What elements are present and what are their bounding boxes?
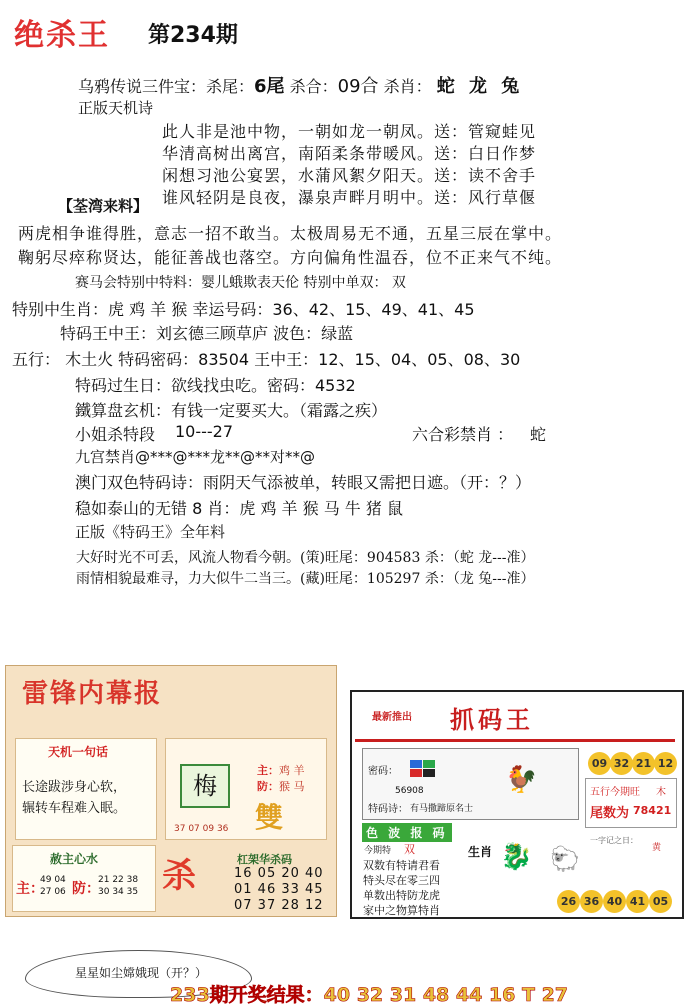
issue-number: 第234期	[148, 23, 238, 48]
tema-value: 有马撒蹄原名士	[410, 804, 474, 814]
bottom-ball-5: 05	[649, 890, 672, 913]
xinshui-row-3: 07 37 28 12	[234, 898, 324, 913]
bottom-nums-4: 30 34 35	[98, 887, 139, 897]
yiju-label: 一字记之日：	[590, 836, 638, 845]
verse-line-3: 单数出特防龙虎	[363, 889, 440, 902]
tianji-label: 天机一句话	[48, 745, 109, 759]
poem-line-4: 谁风轻阴是良夜，瀑泉声畔月明中。送：风行草偃	[162, 188, 537, 207]
jinqi-label: 今期特	[364, 846, 392, 856]
mima-label: 密码：	[368, 766, 398, 777]
brand-title: 绝杀王	[14, 18, 110, 53]
bottom-ball-3: 40	[603, 890, 626, 913]
shuang-char: 雙	[255, 801, 284, 834]
tiesuan-line: 鐵算盘玄机：有钱一定要买大。（霜露之疾）	[75, 401, 388, 420]
yiju-value: 黄	[652, 843, 662, 853]
bottom-ball-4: 41	[626, 890, 649, 913]
zhuamawang-title: 抓码王	[450, 705, 534, 734]
top-ball-2: 32	[610, 752, 633, 775]
bottom-ball-1: 26	[557, 890, 580, 913]
top-ball-4: 12	[654, 752, 677, 775]
wuya-label: 乌鸦传说三件宝：杀尾：	[78, 77, 255, 96]
weishu-value: 78421	[633, 804, 672, 817]
liuhe-label: 六合彩禁肖 ：	[412, 425, 514, 444]
bottom-ball-2: 36	[580, 890, 603, 913]
poem-line-2: 华清高树出离宫，南陌柔条带暖风。送：白日作梦	[162, 144, 537, 163]
mei-char: 梅	[180, 764, 230, 808]
top-ball-1: 09	[588, 752, 611, 775]
tema-birthday: 特码过生日：欲线找虫吃。密码：4532	[75, 376, 356, 395]
xinshui-row-2: 01 46 33 45	[234, 882, 324, 897]
zhengban-line: 正版《特码王》全年料	[75, 523, 226, 541]
fang-label: 防：	[257, 780, 279, 793]
cloud-text: 星星如尘嫦娥现（开？）	[75, 966, 208, 980]
poem-line-3: 闲想习池公宴罢，水蒲风絮夕阳天。送：读不舍手	[162, 166, 537, 185]
weishu-label: 尾数为	[590, 806, 630, 821]
poem-line-1: 此人非是池中物，一朝如龙一朝凤。送：管窥蛙见	[162, 122, 537, 141]
sheng-label: 生肖	[468, 845, 493, 859]
saima-line	[75, 272, 406, 292]
tianji-title: 正版天机诗	[78, 99, 154, 117]
leifeng-title: 雷锋内幕报	[22, 679, 163, 709]
tianji-line-1: 长途跋涉身心软，	[22, 780, 127, 795]
wuya-he: 09合	[337, 76, 379, 97]
wuya-mid: 杀合：	[289, 77, 338, 96]
top-ball-3: 21	[632, 752, 655, 775]
jiugong-line: 九宫禁肖@***@***龙**@**对**@	[75, 448, 316, 466]
draw-result: 233期开奖结果：40 32 31 48 44 16 T 27	[170, 984, 569, 1006]
saima-text: 赛马会特别中特料：婴儿蛾欺表天伦 特别中单双：	[75, 275, 388, 291]
saima-value: 双	[391, 275, 406, 291]
wuya-tail: 6尾	[254, 76, 285, 97]
tema-label: 特码诗：	[368, 804, 408, 815]
lion-icon: 🐉	[500, 842, 533, 872]
sheep-icon: 🐑	[550, 845, 580, 873]
verse-line-1: 双数有特请君看	[363, 859, 440, 872]
bottom-zhu: 主：	[16, 881, 44, 897]
color-label: 色 波 报 码	[362, 823, 452, 842]
xinshui-label: 杠架华杀码	[237, 853, 292, 866]
bottom-nums-3: 21 22 38	[98, 875, 139, 885]
zhu-label: 主：	[257, 764, 279, 777]
bottom-fang: 防：	[72, 881, 100, 897]
aomen-line: 澳门双色特码诗：雨阴天气添被单，转眼又需把日遮。（开：？）	[75, 473, 532, 492]
verse-line-4: 家中之物算特肖	[363, 904, 440, 917]
wuya-line	[78, 72, 523, 98]
bottom-nums-2: 27 06	[40, 887, 66, 897]
logo-icon	[410, 760, 436, 778]
sha-char: 杀	[162, 856, 196, 896]
wuxing-line: 五行： 木土火 特码密码：83504 王中王：12、15、04、05、08、30	[12, 350, 521, 369]
taiwan-line-2: 鞠躬尽瘁称贤达，能征善战也落空。方向偏角性温吞，位不正来气不纯。	[18, 248, 563, 267]
tebie-shengxiao: 特别中生肖：虎 鸡 羊 猴 幸运号码：36、42、15、49、41、45	[12, 300, 475, 319]
pinqu-numbers: 37 07 09 36	[174, 824, 229, 834]
bottom-label: 赦主心水	[50, 852, 99, 866]
yearly-line-1: 大好时光不可丢，风流人物看今朝。(策)旺尾：904583 杀：（蛇 龙---准）	[76, 550, 535, 566]
wenru-line: 稳如泰山的无错 8 肖：虎 鸡 羊 猴 马 牛 猪 鼠	[75, 499, 403, 518]
zhu-value: 鸡 羊	[279, 764, 305, 777]
wuxing-label: 五行今期旺	[590, 787, 640, 798]
xiaojie-label: 小姐杀特段	[75, 425, 156, 444]
verse-line-2: 特头尽在零三四	[363, 874, 440, 887]
xiaojie-value: 10---27	[175, 422, 234, 441]
rooster-icon: 🐓	[505, 765, 538, 795]
zuixin-label: 最新推出	[372, 712, 412, 723]
xinshui-row-1: 16 05 20 40	[234, 866, 324, 881]
liuhe-value: 蛇	[530, 425, 547, 444]
taiwan-title: 【荃湾来料】	[58, 197, 149, 215]
mima-value: 56908	[395, 786, 424, 796]
yearly-line-2: 雨情相貌最难寻，力大似牛二当三。(藏)旺尾：105297 杀：（龙 兔---准）	[76, 571, 535, 587]
wuya-shaxiao-label: 杀肖：	[383, 77, 432, 96]
fang-value: 猴 马	[279, 780, 305, 793]
wuya-shaxiao: 蛇 龙 兔	[436, 76, 524, 97]
tianji-line-2: 辗转车程难入眠。	[22, 801, 127, 816]
wuxing-value: 木	[656, 787, 666, 798]
temawang-line: 特码王中王：刘玄德三顾草庐 波色：绿蓝	[60, 324, 354, 343]
jinqi-value: 双	[404, 843, 415, 856]
taiwan-line-1: 两虎相争谁得胜，意志一招不敢当。太极周易无不通，五星三辰在掌中。	[18, 224, 563, 243]
bottom-nums-1: 49 04	[40, 875, 66, 885]
